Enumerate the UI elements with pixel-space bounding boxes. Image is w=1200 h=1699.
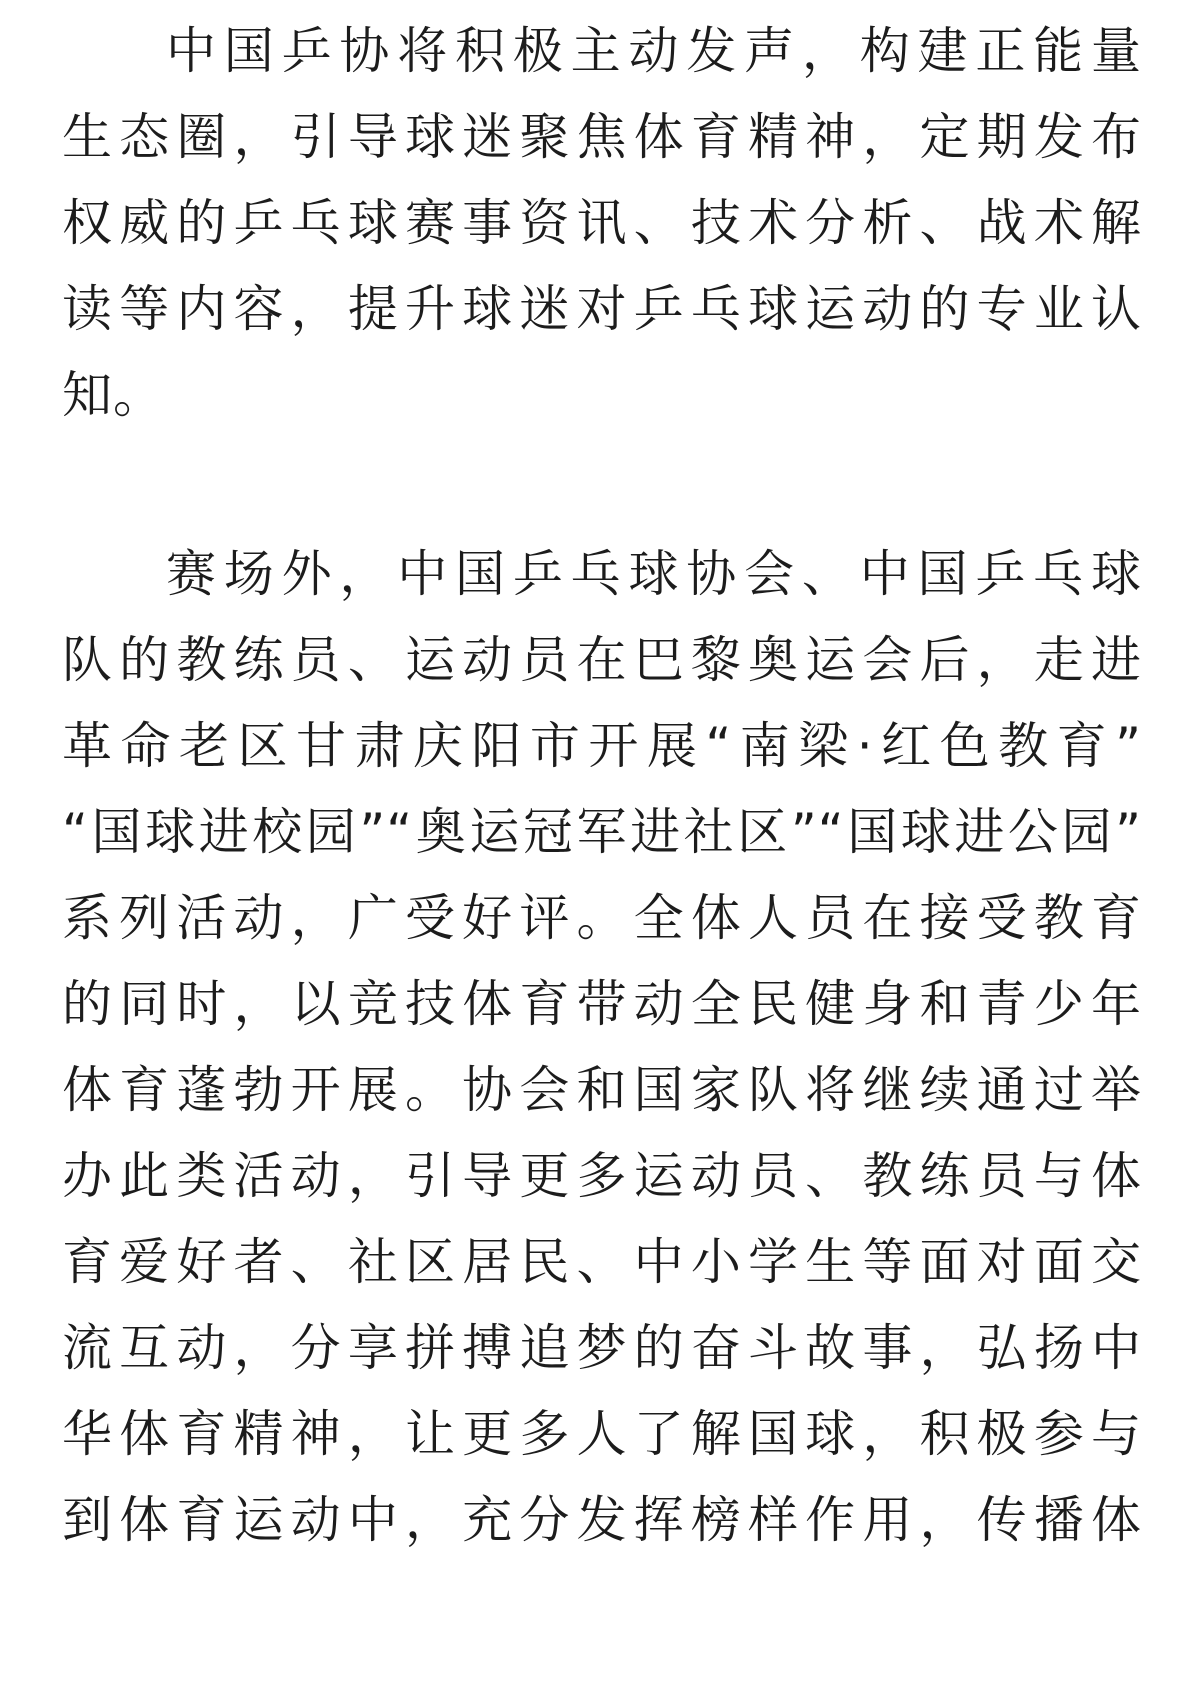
text-line: 读等内容，提升球迷对乒乓球运动的专业认: [62, 280, 1142, 338]
text-line: 队的教练员、运动员在巴黎奥运会后，走进: [62, 631, 1142, 689]
text-line: 革命老区甘肃庆阳市开展“南梁·红色教育”: [62, 717, 1142, 775]
text-line: 系列活动，广受好评。全体人员在接受教育: [62, 889, 1142, 947]
text-line: “国球进校园”“奥运冠军进社区”“国球进公园”: [62, 803, 1142, 861]
text-line: 赛场外，中国乒乓球协会、中国乒乓球: [166, 545, 1142, 603]
text-line: 中国乒协将积极主动发声，构建正能量: [166, 22, 1142, 80]
text-line: 华体育精神，让更多人了解国球，积极参与: [62, 1405, 1142, 1463]
text-line: 体育蓬勃开展。协会和国家队将继续通过举: [62, 1061, 1142, 1119]
text-line: 的同时，以竞技体育带动全民健身和青少年: [62, 975, 1142, 1033]
text-line: 知。: [62, 366, 164, 424]
paragraph-2: [62, 531, 1142, 1563]
paragraph-1: [62, 8, 1142, 438]
text-line: 生态圈，引导球迷聚焦体育精神，定期发布: [62, 108, 1142, 166]
text-line: 育爱好者、社区居民、中小学生等面对面交: [62, 1233, 1142, 1291]
text-line: 流互动，分享拼搏追梦的奋斗故事，弘扬中: [62, 1319, 1142, 1377]
text-line: 权威的乒乓球赛事资讯、技术分析、战术解: [62, 194, 1142, 252]
text-line: 到体育运动中，充分发挥榜样作用，传播体: [62, 1491, 1142, 1549]
text-line: 办此类活动，引导更多运动员、教练员与体: [62, 1147, 1142, 1205]
